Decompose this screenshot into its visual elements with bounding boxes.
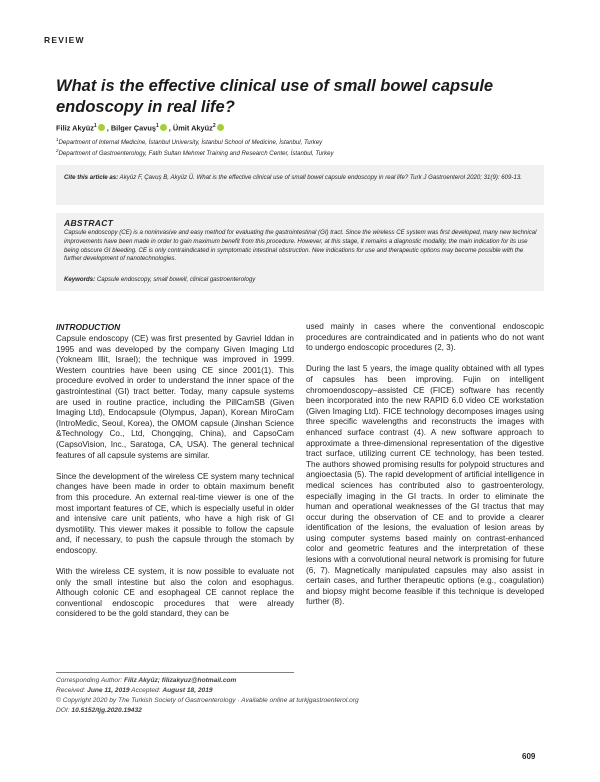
keywords-label: Keywords: bbox=[64, 276, 96, 283]
dates bbox=[56, 686, 359, 696]
keywords bbox=[64, 276, 538, 283]
affiliation-sup: 1 bbox=[56, 137, 59, 142]
body-paragraph: used mainly in cases where the conventional endoscopic procedures are contraindicated and in patients who do not want to undergo endoscopic procedures (2, 3). bbox=[306, 322, 544, 353]
page-number: 609 bbox=[522, 752, 536, 761]
corresponding-label: Corresponding Author: bbox=[56, 677, 123, 684]
body-paragraph: During the last 5 years, the image quality obtained with all types of capsules has been improving. Fujin on intelligent chromoendoscopy–assisted CE (FICE) software has recently been incorporated into the new RAPID 6.0 video CE workstation (Given Imaging Ltd). FICE technology decomposes images using three specific wavelengths and reconstructs the images with enhanced surface contrast (4). A new software approach to approximate a three-dimensional representation of the digestive tract surface, utilizing current CE technology, has been tested. The authors showed promising results for polypoid structures and angioectasia (5). The rapid development of artificial intelligence in medical sciences has contributed also to gastroenterology, especially imaging in the GI tracts. In order to eliminate the human and operational weaknesses of the GI tractus that may occur during the observation of CE and to provide a clearer identification of the lesions, the evaluation of lesion areas by using computer systems based mainly on contrast-enhanced color and geometric features and the interpretation of these lesions with a convolutional neural network is promising for future (6, 7). Magnetically manipulated capsules may also assist in certain cases, and further therapeutic options (e.g., coagulation) and biopsy might become feasible if this technique is developed further (8). bbox=[306, 364, 544, 607]
body-paragraph: Capsule endoscopy (CE) was first presented by Gavriel Iddan in 1995 and was developed by the company Given Imaging Ltd (Yokneam Illit, Israel); the technique was improved in 1999. Western countries have been using CE since 2001(1). This procedure evolved in order to understand the inner space of the gastrointestinal (GI) tract better. Today, many capsule systems are used in routine practice, including the PillCamSB (Given Imaging Ltd), Endocapsule (Olympus, Japan), Korean MiroCam (IntroMedic, Seoul, Korea), the OMOM capsule (Jinshan Science &Technology Co., Ltd, Chongqing, China), and CapsoCam (CapsoVision, Inc., Saratoga, CA, USA). The general technical features of all capsule systems are similar. bbox=[56, 334, 294, 460]
author-name[interactable]: Filiz Akyüz bbox=[56, 123, 94, 133]
orcid-icon[interactable] bbox=[160, 124, 167, 131]
author-name[interactable]: Bilger Çavuş bbox=[110, 123, 156, 133]
author-name[interactable]: Ümit Akyüz bbox=[172, 123, 213, 133]
doi bbox=[56, 706, 359, 716]
introduction-heading: INTRODUCTION bbox=[56, 322, 121, 332]
corresponding-value[interactable]: Filiz Akyüz; filizakyuz@hotmail.com bbox=[123, 677, 237, 684]
left-column bbox=[56, 334, 294, 631]
body-paragraph: Since the development of the wireless CE system many technical changes have been made in order to obtain maximum benefit from this procedure. An external real-time viewer is one of the most important features of CE, which is especially useful in older and intensive care unit patients, who have a high risk of GI dysmotility. This viewer makes it possible to follow the capsule and, if necessary, to push the capsule through the stomach by endoscopy. bbox=[56, 471, 294, 555]
accepted-date: August 18, 2019 bbox=[162, 687, 213, 694]
affiliation-text: Department of Gastroenterology, Fatih Sultan Mehmet Training and Research Center, İstanbul, Turkey bbox=[58, 150, 334, 158]
affiliation bbox=[56, 137, 322, 146]
author-affil-sup: 1 bbox=[156, 123, 159, 129]
author-affil-sup: 2 bbox=[212, 123, 216, 129]
keywords-text: Capsule endoscopy, small bowell, clinical gastroenterology bbox=[96, 276, 256, 283]
body-paragraph: With the wireless CE system, it is now possible to evaluate not only the small intestine but also the colon and esophagus. Although colonic CE and esophageal CE cannot replace the conventional endoscopic procedures that were already considered to be the gold standard, they can be bbox=[56, 567, 294, 619]
affiliation-sup: 2 bbox=[56, 148, 59, 153]
affiliation bbox=[56, 148, 334, 157]
copyright: © Copyright 2020 by The Turkish Society of Gastroenterology · Available online at turkjgastroenterol.org bbox=[56, 697, 359, 704]
author-affil-sup: 1 bbox=[93, 123, 97, 129]
section-label: REVIEW bbox=[44, 35, 85, 45]
footer-notes bbox=[56, 676, 359, 716]
affiliation-text: Department of Internal Medicine, İstanbul University, İstanbul School of Medicine, İstanbul, Turkey bbox=[58, 139, 323, 147]
abstract-body: Capsule endoscopy (CE) is a noninvasive and easy method for evaluating the gastrointestinal (GI) tract. Since the wireless CE system was first developed, many new technical improvements have been made in order to gain maximum benefit from this procedure. However, at this stage, it remains a diagnostic modality, the main indication for its use being obscure GI bleeding. CE is only contraindicated in symptomatic intestinal obstruction. New indications for use and therapeutic options may become possible with the further development of nanotechnologies. bbox=[64, 229, 537, 263]
doi-value[interactable]: 10.5152/tjg.2020.19432 bbox=[71, 707, 142, 714]
received-label: Received: bbox=[56, 687, 86, 694]
orcid-icon[interactable] bbox=[98, 124, 105, 131]
citation-box bbox=[56, 165, 544, 205]
citation-label: Cite this article as: bbox=[64, 174, 119, 181]
received-date: June 11, 2019 bbox=[87, 687, 130, 694]
author-list: Filiz Akyüz$^1$ , Bilger Çavuş$^1$ , Ümit Akyüz$^2$ bbox=[56, 123, 226, 132]
article-title: What is the effective clinical use of small bowel capsule endoscopy in real life? bbox=[56, 77, 494, 116]
citation-body: Akyüz F, Çavuş B, Akyüz Ü. What is the effective clinical use of small bowel capsule endoscopy in real life? Turk J Gastroenterol 2020; 31(9): 609-13. bbox=[119, 174, 522, 181]
corresponding-author bbox=[56, 676, 359, 686]
right-column bbox=[306, 322, 544, 619]
footer-divider bbox=[56, 672, 294, 673]
doi-label: DOI: bbox=[56, 707, 70, 714]
abstract-heading: ABSTRACT bbox=[64, 218, 114, 228]
orcid-icon[interactable] bbox=[217, 124, 224, 131]
abstract-box bbox=[56, 213, 544, 291]
accepted-label: Accepted: bbox=[131, 687, 161, 694]
citation-text bbox=[64, 173, 534, 183]
